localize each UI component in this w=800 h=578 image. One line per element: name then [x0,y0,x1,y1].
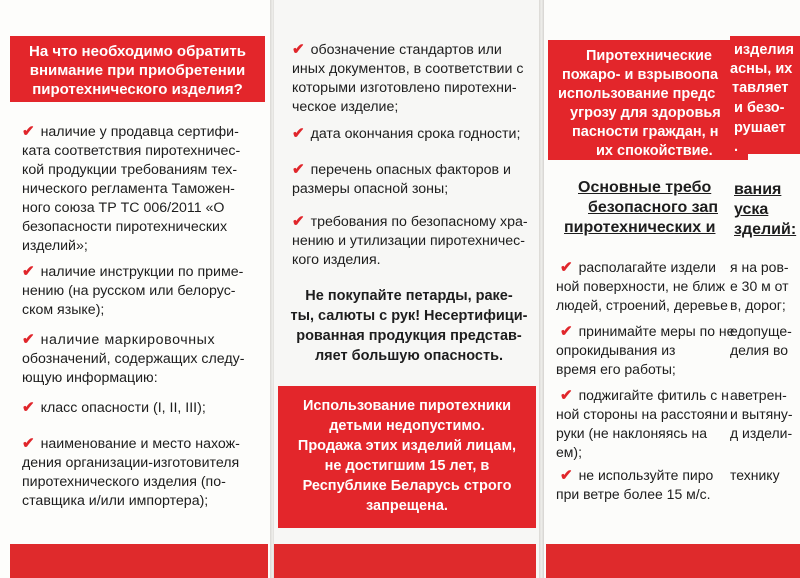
panel2-item: ✔ перечень опасных факторов и размеры опасной зоны; [292,161,511,197]
panel1-header-line: пиротехнического изделия? [32,81,243,98]
panel3-header: Пиротехнические пожаро- и взрывоопа использование предс угрозу для здоровья пасности граждан, н их спокойствие. [548,40,748,160]
panel3-header-fragment: изделия асны, их тавляет и безо- рушает . [730,36,800,154]
checkmark-icon: ✔ [292,41,305,58]
checkmark-icon: ✔ [560,467,573,484]
panel2-item: ✔ требования по безопасному хра- нению и утилизации пиротехничес- кого изделия. [292,213,528,268]
panel3-bottom-bar [546,544,800,578]
checkmark-icon: ✔ [292,125,305,142]
checkmark-icon: ✔ [22,263,35,280]
panel1-bottom-bar [10,544,268,578]
checkmark-icon: ✔ [560,259,573,276]
checkmark-icon: ✔ [560,387,573,404]
panel2-warning-box: Использование пиротехники детьми недопустимо. Продажа этих изделий лицам, не достигшим 15 лет, в Республике Беларусь строго запрещена. [278,386,536,528]
panel-middle [274,0,540,578]
panel2-bottom-bar [274,544,536,578]
panel1-item: ✔ наличие инструкции по приме- нению (на русском или белорус- ском языке); [22,263,244,318]
checkmark-icon: ✔ [560,323,573,340]
checkmark-icon: ✔ [292,161,305,178]
panel-right: Пиротехнические пожаро- и взрывоопа использование предс угрозу для здоровья пасности граждан, н их спокойствие. изделия асны, их тавляет и безо- рушает . Основные требо безопасного зап пиротехнических и вания уска зделий: ✔ располагайте издели ной поверхности, не ближ людей, строений, деревье я на ров- е 30 м от в, дорог; ✔ принимайте меры по не опрокидывания из время его работы; едопуще- делия во ✔ поджигайте фитиль с н ной стороны на расстояни руки (не наклоняясь на ем); аветрен- и вытяну- д издели- ✔ не используйте пиро при ветре более 15 м/с. технику [544,0,800,578]
panel1-header [10,36,265,102]
checkmark-icon: ✔ [22,435,35,452]
panel1-header-line: внимание при приобретении [29,62,246,79]
panel1-item: ✔ наличие маркировочных обозначений, содержащих следу- ющую информацию: [22,331,245,386]
panel1-item: ✔ класс опасности (I, II, III); [22,399,206,416]
checkmark-icon: ✔ [22,399,35,416]
panel2-item: ✔ дата окончания срока годности; [292,125,521,142]
panel-left [0,0,270,578]
panel1-item: ✔ наименование и место нахож- дения организации-изготовителя пиротехнического изделия (по- ставщика и/или импортера); [22,435,240,509]
panel1-header-line: На что необходимо обратить [29,43,246,60]
panel2-note: Не покупайте петарды, раке- ты, салюты с рук! Несертифици- рованная продукция представ- ляет большую опасность. [290,288,528,364]
checkmark-icon: ✔ [22,123,35,140]
checkmark-icon: ✔ [22,331,35,348]
checkmark-icon: ✔ [292,213,305,230]
panel2-item: ✔ обозначение стандартов или иных документов, в соответствии с которыми изготовлено пиротехни- ческое изделие; [292,41,524,115]
panel1-item: ✔ наличие у продавца сертифи- ката соответствия пиротехничес- кой продукции требованиям тех- нического регламента Таможен- ного союза ТР ТС 006/2011 «О безопасности пиротехнических изделий»; [22,123,241,254]
